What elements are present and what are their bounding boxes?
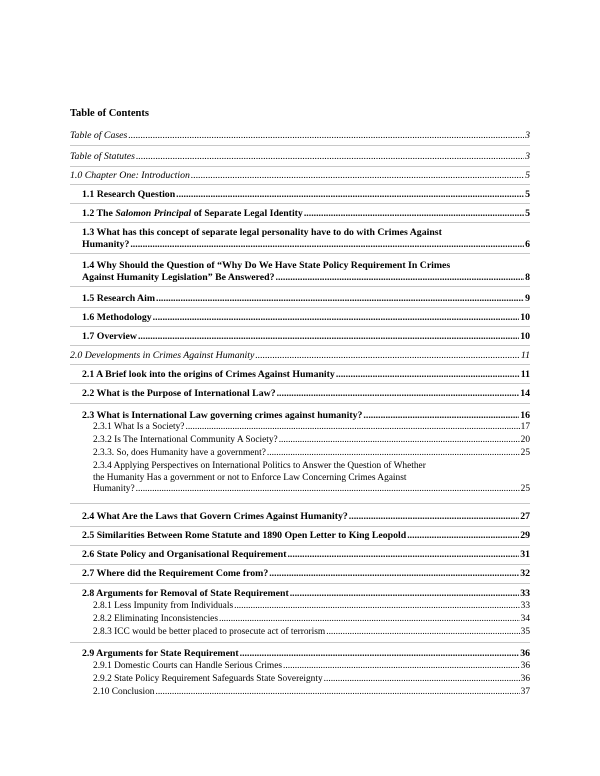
toc-entry-title: 1.7 Overview	[82, 331, 137, 342]
toc-entry-title: 2.4 What Are the Laws that Govern Crimes Against Humanity?	[82, 511, 348, 522]
toc-page-number: 27	[520, 511, 530, 522]
toc-page-number: 29	[520, 530, 530, 541]
toc-entry-1-4[interactable]: 1.4 Why Should the Question of “Why Do We Have State Policy Requirement In Crimes Against Humanity Legislation” Be Answered? ..... 8	[82, 260, 530, 283]
toc-entry-2-3-4[interactable]: 2.3.4 Applying Perspectives on International Politics to Answer the Question of Whether the Humanity Has a government or not to Enforce Law Concerning Crimes Against Humanity? ..... 25	[93, 461, 530, 496]
toc-entry-1-5[interactable]	[82, 293, 530, 305]
toc-page-number: 5	[525, 208, 530, 219]
toc-entry-2-1[interactable]	[82, 369, 530, 381]
toc-entry-2-8-3[interactable]	[93, 627, 530, 639]
toc-entry-title: 2.8.1 Less Impunity from Individuals	[93, 601, 234, 611]
toc-entry-1-2[interactable]: 1.2 The Salomon Principal of Separate Legal Identity ..... 5	[82, 208, 530, 220]
toc-entry-cases[interactable]	[70, 130, 530, 142]
toc-entry-title: 2.0 Developments in Crimes Against Humanity	[70, 350, 255, 361]
toc-entry-2-10[interactable]	[93, 687, 530, 699]
toc-entry-1-6[interactable]	[82, 312, 530, 324]
toc-entry-1-7[interactable]	[82, 331, 530, 343]
toc-entry-title: Table of Cases	[70, 130, 128, 141]
toc-entry-2-3-1[interactable]	[93, 422, 530, 434]
toc-entry-2-7[interactable]	[82, 568, 530, 580]
toc-page-number: 10	[520, 331, 530, 342]
toc-page-number: 8	[525, 271, 530, 283]
toc-page-number: 5	[525, 189, 530, 200]
toc-entry-title: 2.8 Arguments for Removal of State Requirement	[82, 588, 289, 599]
toc-entry-title: 2.3.2 Is The International Community A Society?	[93, 435, 278, 445]
toc-entry-title: Table of Statutes	[70, 151, 135, 162]
toc-page-number: 17	[520, 422, 530, 432]
toc-entry-2-4[interactable]	[82, 511, 530, 523]
toc-page-number: 20	[520, 435, 530, 445]
toc-page-number: 9	[525, 293, 530, 304]
toc-entry-title: 2.2 What is the Purpose of International Law?	[82, 388, 276, 399]
toc-entry-1-3[interactable]: 1.3 What has this concept of separate legal personality have to do with Crimes Against Humanity? ..... 6	[82, 227, 530, 250]
toc-entry-2-3-3[interactable]	[93, 448, 530, 460]
toc-page-number: 14	[520, 388, 530, 399]
toc-entry-2-8-1[interactable]	[93, 601, 530, 613]
toc-entry-2-3[interactable]	[82, 410, 530, 422]
toc-page-number: 36	[520, 648, 530, 659]
toc-page-number: 3	[525, 151, 530, 162]
toc-entry-chapter-1[interactable]	[70, 170, 530, 182]
toc-page-number: 10	[520, 312, 530, 323]
toc-page-number: 35	[520, 627, 530, 637]
toc-entry-1-1[interactable]	[82, 189, 530, 201]
toc-page-number: 31	[520, 549, 530, 560]
toc-entry-2-9-1[interactable]	[93, 661, 530, 673]
toc-entry-title: 2.3.1 What Is a Society?	[93, 422, 185, 432]
toc-entry-chapter-2[interactable]	[70, 350, 530, 362]
toc-entry-title: 2.7 Where did the Requirement Come from?	[82, 568, 269, 579]
toc-entry-title: 2.8.3 ICC would be better placed to prosecute act of terrorism	[93, 627, 326, 637]
toc-heading: Table of Contents	[70, 108, 149, 119]
toc-entry-title: 1.5 Research Aim	[82, 293, 156, 304]
toc-page-number: 33	[520, 601, 530, 611]
toc-page-number: 16	[520, 410, 530, 421]
toc-page-number: 37	[520, 687, 530, 697]
toc-page-number: 33	[520, 588, 530, 599]
toc-page-number: 3	[525, 130, 530, 141]
toc-page-number: 36	[520, 674, 530, 684]
toc-page-number: 11	[520, 350, 530, 361]
toc-entry-title: 2.9 Arguments for State Requirement	[82, 648, 239, 659]
toc-entry-2-9[interactable]	[82, 648, 530, 660]
toc-entry-title: 2.3.3. So, does Humanity have a government?	[93, 448, 266, 458]
toc-entry-title: 1.0 Chapter One: Introduction	[70, 170, 190, 181]
toc-entry-2-9-2[interactable]	[93, 674, 530, 686]
toc-entry-title: 2.1 A Brief look into the origins of Crimes Against Humanity	[82, 369, 335, 380]
toc-entry-2-2[interactable]	[82, 388, 530, 400]
toc-entry-title: 2.10 Conclusion	[93, 687, 155, 697]
toc-page-number: 25	[520, 484, 530, 494]
toc-page-number: 11	[520, 369, 530, 380]
toc-entry-title: 2.8.2 Eliminating Inconsistencies	[93, 614, 218, 624]
toc-page-number: 5	[525, 170, 530, 181]
toc-page-number: 36	[520, 661, 530, 671]
toc-entry-title: 2.9.2 State Policy Requirement Safeguards State Sovereignty	[93, 674, 323, 684]
toc-entry-2-8[interactable]	[82, 588, 530, 600]
toc-page-number: 32	[520, 568, 530, 579]
toc-entry-2-6[interactable]	[82, 549, 530, 561]
toc-page-number: 6	[525, 238, 530, 250]
toc-entry-title: 2.9.1 Domestic Courts can Handle Serious Crimes	[93, 661, 283, 671]
toc-entry-2-8-2[interactable]	[93, 614, 530, 626]
toc-entry-title: 2.5 Similarities Between Rome Statute and 1890 Open Letter to King Leopold	[82, 530, 407, 541]
toc-page-number: 25	[520, 448, 530, 458]
toc-entry-title: 2.6 State Policy and Organisational Requirement	[82, 549, 287, 560]
toc-entry-title: 1.6 Methodology	[82, 312, 152, 323]
toc-entry-2-5[interactable]	[82, 530, 530, 542]
toc-entry-2-3-2[interactable]	[93, 435, 530, 447]
toc-entry-title: 2.3 What is International Law governing crimes against humanity?	[82, 410, 363, 421]
toc-entry-title: 1.1 Research Question	[82, 189, 176, 200]
toc-page-number: 34	[520, 614, 530, 624]
toc-entry-statutes[interactable]	[70, 151, 530, 163]
